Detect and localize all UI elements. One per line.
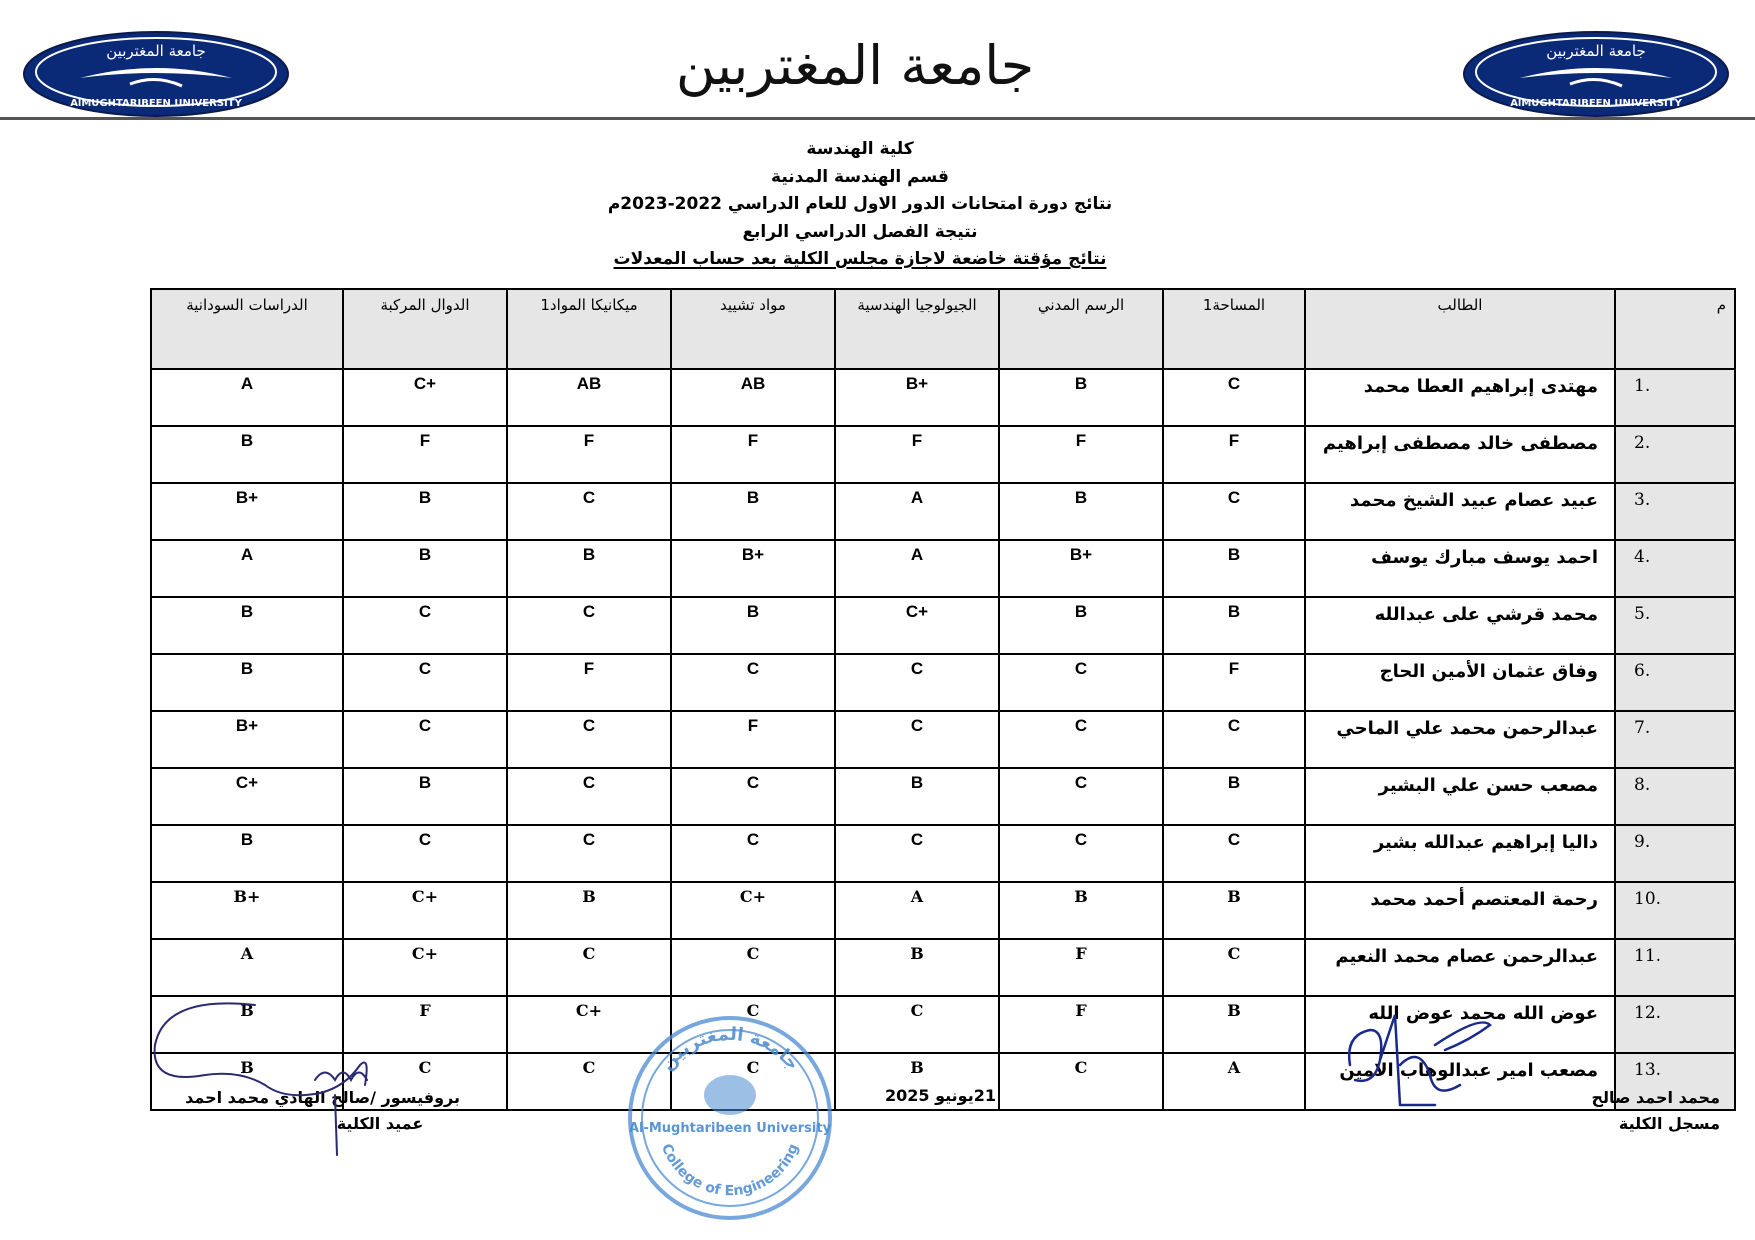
column-header-num: م xyxy=(1615,289,1735,369)
row-number: 10. xyxy=(1615,882,1735,939)
row-number: 11. xyxy=(1615,939,1735,996)
table-row xyxy=(151,711,1735,768)
row-number: 2. xyxy=(1615,426,1735,483)
grade-building-materials: C xyxy=(671,654,835,711)
column-header-complex-functions: الدوال المركبة xyxy=(343,289,507,369)
svg-text:جامعة المغتربين: جامعة المغتربين xyxy=(106,42,206,60)
university-logo-right xyxy=(1460,28,1732,120)
grade-civil-drawing: F xyxy=(999,939,1163,996)
row-number: 3. xyxy=(1615,483,1735,540)
grade-sudan-studies: B xyxy=(151,1053,343,1110)
grade-sudan-studies: A xyxy=(151,540,343,597)
grade-eng-geology: B xyxy=(835,1053,999,1110)
column-header-sudan-studies: الدراسات السودانية xyxy=(151,289,343,369)
grade-building-materials: C xyxy=(671,1053,835,1110)
registrar-title: مسجل الكلية xyxy=(1618,1114,1720,1133)
table-header-row xyxy=(151,289,1735,369)
student-name: عوض الله محمد عوض الله xyxy=(1305,996,1615,1053)
student-name: عبيد عصام عبيد الشيخ محمد xyxy=(1305,483,1615,540)
grade-civil-drawing: C xyxy=(999,711,1163,768)
svg-text:AlMUGHTARIBEEN UNIVERSITY: AlMUGHTARIBEEN UNIVERSITY xyxy=(1510,98,1682,109)
table-row xyxy=(151,483,1735,540)
student-name: مصعب حسن علي البشير xyxy=(1305,768,1615,825)
row-number: 4. xyxy=(1615,540,1735,597)
grade-building-materials: B xyxy=(671,483,835,540)
table-row xyxy=(151,768,1735,825)
grade-building-materials: C+ xyxy=(671,882,835,939)
grade-surveying: B xyxy=(1163,540,1305,597)
exam-title: نتائج دورة امتحانات الدور الاول للعام الدراسي 2022-2023م xyxy=(607,194,1113,214)
grade-complex-functions: C xyxy=(343,825,507,882)
grade-surveying: C xyxy=(1163,825,1305,882)
grade-eng-geology: C xyxy=(835,825,999,882)
table-row xyxy=(151,540,1735,597)
grade-eng-geology: B xyxy=(835,939,999,996)
grade-building-materials: C xyxy=(671,768,835,825)
grade-eng-geology: F xyxy=(835,426,999,483)
grade-complex-functions: F xyxy=(343,996,507,1053)
grade-surveying: F xyxy=(1163,654,1305,711)
row-number: 5. xyxy=(1615,597,1735,654)
grade-complex-functions: C+ xyxy=(343,882,507,939)
grade-mech-materials: C xyxy=(507,597,671,654)
grade-eng-geology: B xyxy=(835,768,999,825)
grade-building-materials: C xyxy=(671,996,835,1053)
grade-sudan-studies: B xyxy=(151,597,343,654)
student-name: داليا إبراهيم عبدالله بشير xyxy=(1305,825,1615,882)
column-header-eng-geology: الجيولوجيا الهندسية xyxy=(835,289,999,369)
dean-signature xyxy=(145,985,425,1175)
student-name: مصعب امير عبدالوهاب الامين xyxy=(1305,1053,1615,1110)
grade-surveying: B xyxy=(1163,597,1305,654)
row-number: 6. xyxy=(1615,654,1735,711)
grade-eng-geology: C xyxy=(835,654,999,711)
grade-surveying: C xyxy=(1163,369,1305,426)
grade-mech-materials: C xyxy=(507,483,671,540)
grade-surveying: C xyxy=(1163,939,1305,996)
column-header-civil-drawing: الرسم المدني xyxy=(999,289,1163,369)
university-logo-left xyxy=(20,28,292,120)
table-row xyxy=(151,369,1735,426)
registrar-name: محمد احمد صالح xyxy=(1591,1088,1720,1107)
grade-complex-functions: F xyxy=(343,426,507,483)
grade-civil-drawing: B xyxy=(999,369,1163,426)
grade-eng-geology: A xyxy=(835,540,999,597)
grade-sudan-studies: B xyxy=(151,825,343,882)
grade-surveying: B xyxy=(1163,768,1305,825)
student-name: عبدالرحمن محمد علي الماحي xyxy=(1305,711,1615,768)
grade-complex-functions: C+ xyxy=(343,939,507,996)
svg-text:Al-Mughtaribeen University: Al-Mughtaribeen University xyxy=(628,1121,832,1136)
grade-sudan-studies: B+ xyxy=(151,711,343,768)
grade-complex-functions: C+ xyxy=(343,369,507,426)
grade-civil-drawing: B xyxy=(999,882,1163,939)
grade-mech-materials: C xyxy=(507,825,671,882)
grade-mech-materials: C+ xyxy=(507,996,671,1053)
row-number: 7. xyxy=(1615,711,1735,768)
grade-building-materials: C xyxy=(671,825,835,882)
table-row xyxy=(151,882,1735,939)
college-name: كلية الهندسة xyxy=(806,139,914,159)
student-name: رحمة المعتصم أحمد محمد xyxy=(1305,882,1615,939)
grade-civil-drawing: F xyxy=(999,426,1163,483)
row-number: 13. xyxy=(1615,1053,1735,1110)
grade-sudan-studies: B xyxy=(151,654,343,711)
grade-complex-functions: B xyxy=(343,483,507,540)
grade-mech-materials: F xyxy=(507,654,671,711)
grade-civil-drawing: B xyxy=(999,597,1163,654)
grade-surveying: C xyxy=(1163,483,1305,540)
grade-sudan-studies: B+ xyxy=(151,483,343,540)
grade-sudan-studies: A xyxy=(151,939,343,996)
column-header-student: الطالب xyxy=(1305,289,1615,369)
department-name: قسم الهندسة المدنية xyxy=(771,166,949,187)
grade-complex-functions: C xyxy=(343,597,507,654)
grade-civil-drawing: F xyxy=(999,996,1163,1053)
svg-text:College of Engineering: College of Engineering xyxy=(657,1141,803,1200)
grade-complex-functions: C xyxy=(343,1053,507,1110)
grade-building-materials: F xyxy=(671,711,835,768)
grade-building-materials: B+ xyxy=(671,540,835,597)
svg-text:جامعة المغتربين: جامعة المغتربين xyxy=(1546,42,1646,60)
row-number: 9. xyxy=(1615,825,1735,882)
grade-eng-geology: C xyxy=(835,996,999,1053)
grade-sudan-studies: C+ xyxy=(151,768,343,825)
column-header-surveying: المساحة1 xyxy=(1163,289,1305,369)
registrar-signature xyxy=(1340,1005,1510,1120)
column-header-building-materials: مواد تشييد xyxy=(671,289,835,369)
table-row xyxy=(151,825,1735,882)
student-name: محمد قرشي على عبدالله xyxy=(1305,597,1615,654)
grade-mech-materials: C xyxy=(507,939,671,996)
grade-mech-materials: C xyxy=(507,1053,671,1110)
student-name: مهتدى إبراهيم العطا محمد xyxy=(1305,369,1615,426)
student-name: وفاق عثمان الأمين الحاج xyxy=(1305,654,1615,711)
grade-civil-drawing: C xyxy=(999,654,1163,711)
grade-complex-functions: B xyxy=(343,768,507,825)
issue-date: 21يونيو 2025 xyxy=(885,1086,996,1105)
grade-building-materials: C xyxy=(671,939,835,996)
grade-mech-materials: C xyxy=(507,768,671,825)
document-heading xyxy=(560,136,1160,274)
grade-sudan-studies: B+ xyxy=(151,882,343,939)
svg-text:AlMUGHTARIBEEN UNIVERSITY: AlMUGHTARIBEEN UNIVERSITY xyxy=(70,98,242,109)
grade-building-materials: AB xyxy=(671,369,835,426)
grade-mech-materials: F xyxy=(507,426,671,483)
grade-surveying: B xyxy=(1163,996,1305,1053)
grade-building-materials: B xyxy=(671,597,835,654)
svg-text:جامعة المغتربين: جامعة المغتربين xyxy=(656,1023,804,1075)
grade-complex-functions: B xyxy=(343,540,507,597)
college-stamp xyxy=(620,1000,840,1230)
header-divider xyxy=(0,117,1755,120)
row-number: 12. xyxy=(1615,996,1735,1053)
grade-mech-materials: B xyxy=(507,540,671,597)
table-row xyxy=(151,654,1735,711)
grade-surveying: F xyxy=(1163,426,1305,483)
grade-eng-geology: B+ xyxy=(835,369,999,426)
grade-civil-drawing: C xyxy=(999,825,1163,882)
student-name: مصطفى خالد مصطفى إبراهيم xyxy=(1305,426,1615,483)
grade-eng-geology: C+ xyxy=(835,597,999,654)
semester-title: نتيجة الفصل الدراسي الرابع xyxy=(742,221,978,242)
grade-eng-geology: C xyxy=(835,711,999,768)
grade-complex-functions: C xyxy=(343,654,507,711)
registrar-signature-block xyxy=(1560,1085,1720,1137)
grade-mech-materials: AB xyxy=(507,369,671,426)
student-name: عبدالرحمن عصام محمد النعيم xyxy=(1305,939,1615,996)
grade-surveying: A xyxy=(1163,1053,1305,1110)
grade-civil-drawing: B+ xyxy=(999,540,1163,597)
column-header-mech-materials: ميكانيكا المواد1 xyxy=(507,289,671,369)
grade-building-materials: F xyxy=(671,426,835,483)
dean-title: عميد الكلية xyxy=(336,1114,424,1133)
table-row xyxy=(151,426,1735,483)
student-name: احمد يوسف مبارك يوسف xyxy=(1305,540,1615,597)
table-row xyxy=(151,597,1735,654)
grade-civil-drawing: B xyxy=(999,483,1163,540)
grade-surveying: C xyxy=(1163,711,1305,768)
grade-mech-materials: B xyxy=(507,882,671,939)
grade-sudan-studies: B xyxy=(151,996,343,1053)
university-name-banner: جامعة المغتربين xyxy=(675,34,1035,97)
grade-surveying: B xyxy=(1163,882,1305,939)
grade-eng-geology: A xyxy=(835,483,999,540)
grade-complex-functions: C xyxy=(343,711,507,768)
grade-sudan-studies: B xyxy=(151,426,343,483)
grade-civil-drawing: C xyxy=(999,768,1163,825)
dean-name: بروفيسور /صالح الهادي محمد احمد xyxy=(185,1088,460,1107)
grade-sudan-studies: A xyxy=(151,369,343,426)
row-number: 8. xyxy=(1615,768,1735,825)
grade-civil-drawing: C xyxy=(999,1053,1163,1110)
grade-mech-materials: C xyxy=(507,711,671,768)
grade-eng-geology: A xyxy=(835,882,999,939)
row-number: 1. xyxy=(1615,369,1735,426)
provisional-notice: نتائج مؤقتة خاضعة لاجازة مجلس الكلية بعد حساب المعدلات xyxy=(613,249,1107,269)
